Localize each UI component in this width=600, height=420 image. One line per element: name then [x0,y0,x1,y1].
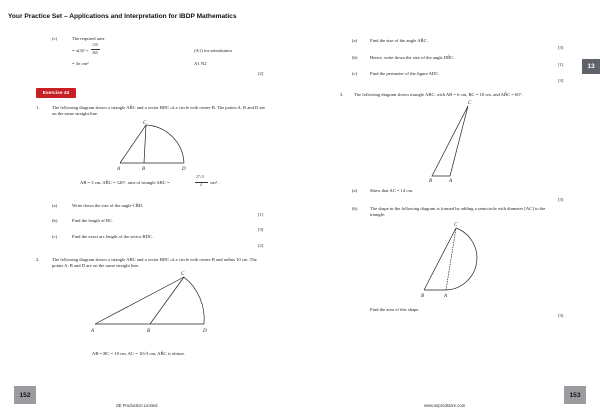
q1-point-a: A [117,167,121,172]
q1a-mark: [1] [258,212,264,217]
q3-final-mark: [3] [558,313,564,318]
q1-number: 1. [36,105,40,110]
q3-number: 3. [340,92,344,97]
q1a-text: Write down the size of the angle CB̂D. [72,203,144,208]
r-qa-mark: [3] [558,45,564,50]
q1c-label: (c) [52,234,58,239]
q1-point-c: C [143,121,147,126]
partc-frac-den: 360 [92,51,98,55]
page-number-left: 152 [14,386,36,404]
r-qc-mark: [3] [558,78,564,83]
partc-line2-mark: (A1) for substitution [194,48,232,53]
q1-given: AB = 3 cm, AB̂C = 120°, area of triangle ABC = [80,180,170,185]
partc-line3: = 3π cm² [72,61,89,66]
q3b-point-b: B [421,294,425,299]
partc-line1: The required area [72,36,105,41]
q3b-diagram [416,220,496,302]
q1-point-b: B [142,167,146,172]
q2-point-d: D [203,329,207,334]
q3-text: The following diagram shows triangle ABC, with AB = 6 cm, BC = 18 cm, and AB̂C = 60°. [354,92,523,97]
r-qc-text: Find the perimeter of the figure ADC. [370,71,440,76]
q1-given-den: 4 [200,183,202,187]
q1-diagram [100,120,220,176]
footer-right: www.seprodstore.com [424,403,466,408]
q2-diagram [88,272,220,336]
exercise-badge: Exercise 43 [36,88,76,98]
q2-text: The following diagram shows a triangle ABC and a sector BDC of a circle with centre B and radius 10 cm. The points A, B and D are on the same straight line. [52,257,257,269]
q3b-point-c: C [454,223,458,228]
q3-final: Find the area of this shape. [370,307,420,312]
q1-given-num: 27√3 [196,175,204,179]
r-qa-label: (a) [352,38,358,43]
q1c-mark: [2] [258,243,264,248]
q1c-text: Find the exact arc length of the sector BDC. [72,234,154,239]
q3b-point-a: A [444,294,448,299]
q1-given-unit: cm². [210,180,219,185]
q1b-text: Find the length of BC. [72,218,114,223]
partc-line3-marks: A1 N2 [194,61,207,66]
partc-total-mark: [2] [258,71,264,76]
q1b-label: (b) [52,218,58,223]
r-qa-text: Find the size of the angle AB̂C. [370,38,428,43]
q1b-mark: [3] [258,227,264,232]
partc-frac-bar [91,49,100,50]
chapter-tab: 13 [582,59,600,74]
q3-diagram [420,100,480,182]
q2-given: AB = BC = 10 cm, AC = 10√3 cm, AB̂C is obtuse. [92,351,186,356]
q3a-mark: [3] [558,197,564,202]
page-header-title: Your Practice Set – Applications and Interpretation for IBDP Mathematics [8,13,237,20]
q3a-label: (a) [352,188,358,193]
r-qb-label: (b) [352,55,358,60]
r-qb-mark: [1] [558,62,564,67]
partc-label: (c) [52,36,58,41]
q3a-text: Show that AC = 14 cm. [370,188,414,193]
q1a-label: (a) [52,203,58,208]
q2-point-b: B [147,329,151,334]
q3b-label: (b) [352,206,358,211]
q3-point-b: B [429,179,433,184]
q3-point-a: A [449,179,453,184]
q3-point-c: C [468,101,472,106]
q1-text: The following diagram shows a triangle AB̂C and a sector BDC of a circle with centre B. The points A, B and D are on the same straight line. [52,105,266,117]
partc-frac-num: 120 [92,43,98,47]
q2-point-a: A [91,329,95,334]
footer-left: SE Production Limited [116,403,158,408]
r-qb-text: Hence, write down the size of the angle DB̂C. [370,55,455,60]
r-qc-label: (c) [352,71,358,76]
partc-line2: = π(3)² × [72,48,89,53]
page-number-right: 153 [564,386,586,404]
q2-number: 2. [36,257,40,262]
q1-point-d: D [182,167,186,172]
q2-point-c: C [181,272,185,277]
q3b-text: The shape in the following diagram is formed by adding a semicircle with diameter [AC] to the triangle. [370,206,546,218]
